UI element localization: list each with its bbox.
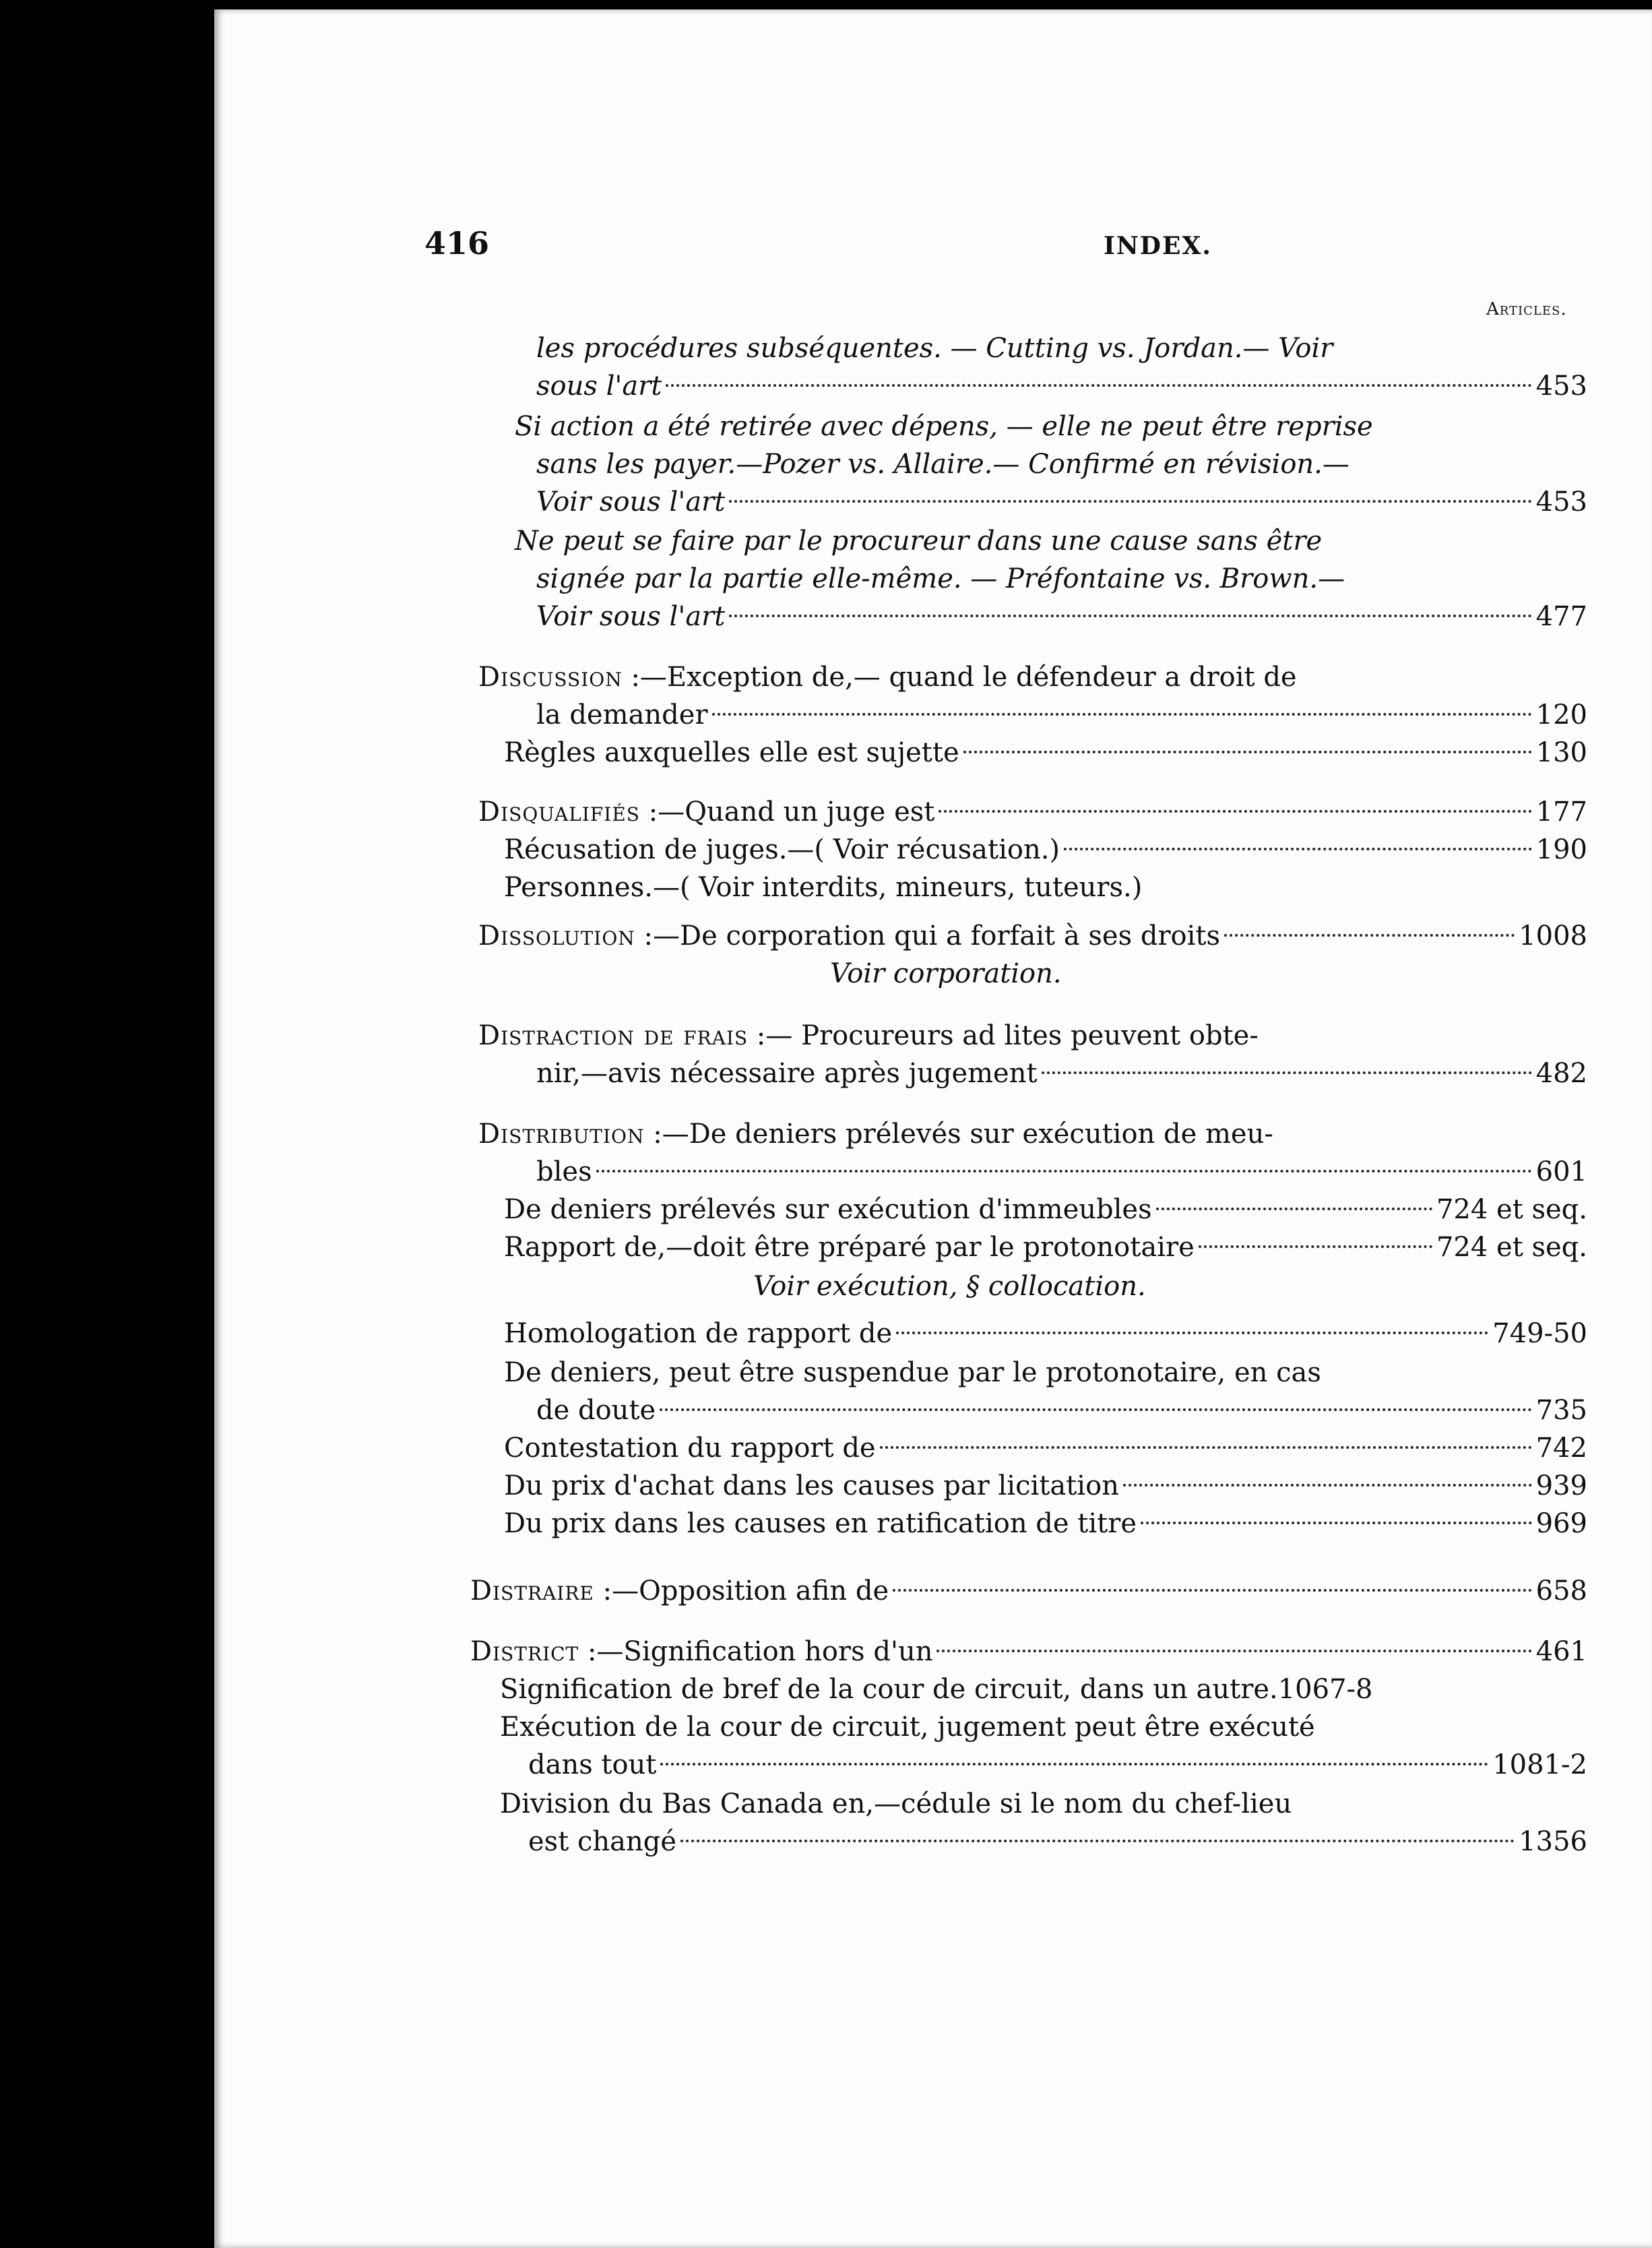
index-entry-distraction: Distraction de frais :— Procureurs ad lites peuvent obte- xyxy=(478,1020,1259,1051)
entry-line: sous l'art 453 xyxy=(536,371,1587,402)
entry-line: Exécution de la cour de circuit, jugement peut être exécuté xyxy=(500,1712,1315,1743)
cross-reference: Voir exécution, § collocation. xyxy=(753,1271,1146,1302)
entry-line: Règles auxquelles elle est sujette 130 xyxy=(504,737,1587,768)
entry-line: Voir sous l'art 477 xyxy=(536,601,1587,632)
entry-line: Voir sous l'art 453 xyxy=(536,487,1587,518)
entry-line: de doute 735 xyxy=(536,1395,1587,1426)
entry-line: Ne peut se faire par le procureur dans une cause sans être xyxy=(515,526,1323,557)
entry-line: signée par la partie elle-même. — Préfontaine vs. Brown.— xyxy=(536,563,1345,594)
entry-line: sans les payer.—Pozer vs. Allaire.— Confirmé en révision.— xyxy=(536,449,1349,480)
entry-line: De deniers, peut être suspendue par le protonotaire, en cas xyxy=(504,1357,1321,1388)
entry-line: dans tout 1081-2 xyxy=(528,1749,1587,1780)
index-entry-discussion: Discussion :—Exception de,— quand le défendeur a droit de xyxy=(478,662,1297,693)
index-entry-distribution: Distribution :—De deniers prélevés sur exécution de meu- xyxy=(478,1119,1273,1150)
entry-line: est changé 1356 xyxy=(528,1826,1587,1857)
index-entry-distraire: Distraire :—Opposition afin de 658 xyxy=(470,1575,1587,1606)
column-heading: Articles. xyxy=(1486,299,1567,319)
entry-line: bles 601 xyxy=(536,1156,1587,1187)
index-entry-disqualifies: Disqualifiés :—Quand un juge est 177 xyxy=(478,797,1587,828)
entry-line: Division du Bas Canada en,—cédule si le nom du chef-lieu xyxy=(500,1788,1292,1819)
book-page xyxy=(214,9,1652,2248)
entry-line: Récusation de juges.—( Voir récusation.) 190 xyxy=(504,834,1587,865)
entry-line: De deniers prélevés sur exécution d'immeubles 724 et seq. xyxy=(504,1194,1587,1225)
entry-line: Rapport de,—doit être préparé par le protonotaire 724 et seq. xyxy=(504,1232,1587,1263)
entry-line: Personnes.—( Voir interdits, mineurs, tuteurs.) xyxy=(504,872,1143,903)
index-entry-district: District :—Signification hors d'un 461 xyxy=(470,1636,1587,1667)
entry-line: Si action a été retirée avec dépens, — elle ne peut être reprise xyxy=(515,411,1373,442)
entry-line: nir,—avis nécessaire après jugement 482 xyxy=(536,1058,1587,1089)
page-title: INDEX. xyxy=(1104,232,1212,260)
cross-reference: Voir corporation. xyxy=(830,958,1062,989)
entry-line: la demander 120 xyxy=(536,699,1587,730)
page-number: 416 xyxy=(424,225,490,261)
entry-line: Du prix dans les causes en ratification de titre 969 xyxy=(504,1508,1587,1539)
entry-line: les procédures subséquentes. — Cutting vs. Jordan.— Voir xyxy=(536,333,1333,364)
entry-line: Du prix d'achat dans les causes par licitation 939 xyxy=(504,1470,1587,1501)
entry-line: Signification de bref de la cour de circuit, dans un autre. 1067-8 xyxy=(500,1674,1373,1705)
index-entry-dissolution: Dissolution :—De corporation qui a forfait à ses droits 1008 xyxy=(478,920,1587,951)
entry-line: Contestation du rapport de 742 xyxy=(504,1433,1587,1464)
entry-line: Homologation de rapport de 749-50 xyxy=(504,1318,1587,1349)
